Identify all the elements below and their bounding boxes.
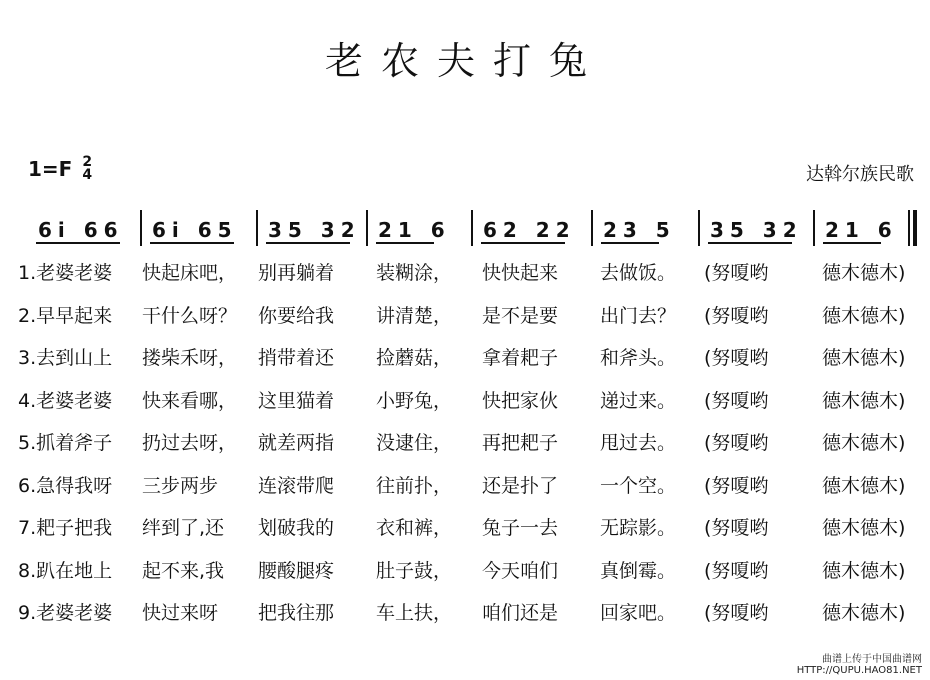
- lyric-phrase: 德木德木): [822, 304, 906, 327]
- lyric-phrase: (努嗄哟: [704, 389, 769, 412]
- beam-underline: [266, 242, 350, 244]
- lyric-phrase: 别再躺着: [258, 262, 335, 284]
- lyric-phrase: 快过来呀: [142, 602, 219, 624]
- barline: [698, 210, 700, 246]
- lyric-line: [14, 463, 914, 506]
- lyric-phrase: 德木德木): [822, 347, 906, 369]
- lyric-phrase: 没逮住，: [376, 432, 453, 454]
- key-signature: [28, 156, 92, 182]
- beam-underline: [376, 242, 434, 244]
- final-barline-thick: [913, 210, 917, 246]
- barline: [813, 210, 815, 246]
- lyric-phrase: 再把耙子: [482, 432, 559, 454]
- lyric-phrase: 车上扶，: [376, 602, 453, 624]
- lyric-phrase: 今天咱们: [482, 559, 559, 582]
- barline: [366, 210, 368, 246]
- lyric-phrase: 兔子一去: [482, 517, 559, 539]
- lyric-phrase: (努嗄哟: [704, 347, 769, 369]
- lyric-phrase: 真倒霉。: [600, 559, 677, 582]
- lyric-phrase: 咱们还是: [482, 602, 559, 624]
- measure-notes: 6i 66: [38, 218, 124, 242]
- lyric-phrase: 6.急得我呀: [18, 474, 113, 497]
- lyric-phrase: (努嗄哟: [704, 304, 769, 327]
- lyric-phrase: 捡蘑菇，: [376, 347, 453, 369]
- lyric-phrase: 这里猫着: [258, 389, 335, 412]
- lyric-phrase: 德木德木): [822, 559, 906, 582]
- site-watermark: [797, 654, 922, 676]
- lyrics-block: [14, 250, 914, 633]
- key-label: 1=F: [28, 157, 73, 181]
- lyric-phrase: 快起床吧，: [142, 262, 238, 284]
- lyric-phrase: 2.早早起来: [18, 304, 113, 327]
- beam-underline: [708, 242, 792, 244]
- lyric-phrase: 8.趴在地上: [18, 559, 113, 582]
- lyric-phrase: 三步两步: [142, 474, 219, 497]
- beam-underline: [36, 242, 120, 244]
- beam-underline: [601, 242, 659, 244]
- lyric-phrase: 扔过去呀，: [142, 432, 238, 454]
- lyric-phrase: 和斧头。: [600, 347, 677, 369]
- lyric-line: [14, 420, 914, 463]
- lyric-line: [14, 505, 914, 548]
- measure-notes: 35 32: [268, 218, 361, 242]
- lyric-line: [14, 293, 914, 336]
- lyric-phrase: 腰酸腿疼: [258, 559, 335, 582]
- lyric-phrase: 1.老婆老婆: [18, 262, 113, 284]
- watermark-line1: 曲谱上传于中国曲谱网: [822, 654, 922, 665]
- measure-notes: 21 6: [825, 218, 898, 242]
- lyric-phrase: 甩过去。: [600, 432, 677, 454]
- lyric-line: [14, 590, 914, 633]
- lyric-phrase: 快把家伙: [482, 389, 559, 412]
- lyric-phrase: 就差两指: [258, 432, 335, 454]
- barline: [256, 210, 258, 246]
- lyric-line: [14, 250, 914, 293]
- lyric-phrase: 捎带着还: [258, 347, 335, 369]
- lyric-phrase: 回家吧。: [600, 602, 677, 624]
- time-signature: [82, 156, 92, 182]
- song-title: 老农夫打兔: [324, 39, 605, 83]
- lyric-phrase: (努嗄哟: [704, 474, 769, 497]
- barline: [591, 210, 593, 246]
- measure-notes: 23 5: [603, 218, 676, 242]
- lyric-phrase: 干什么呀？: [142, 304, 238, 327]
- beam-underline: [150, 242, 234, 244]
- lyric-phrase: 德木德木): [822, 262, 906, 284]
- lyric-phrase: 连滚带爬: [258, 474, 335, 497]
- lyric-phrase: 7.耙子把我: [18, 517, 113, 539]
- lyric-phrase: (努嗄哟: [704, 602, 769, 624]
- barline: [471, 210, 473, 246]
- lyric-phrase: 德木德木): [822, 602, 906, 624]
- lyric-phrase: 德木德木): [822, 389, 906, 412]
- lyric-phrase: 绊到了,还: [142, 517, 225, 539]
- beam-underline: [823, 242, 881, 244]
- lyric-phrase: 5.抓着斧子: [18, 432, 113, 454]
- lyric-phrase: 无踪影。: [600, 517, 677, 539]
- lyric-phrase: 讲清楚，: [376, 304, 453, 327]
- lyric-phrase: 装糊涂，: [376, 262, 453, 284]
- lyric-phrase: 小野兔，: [376, 389, 453, 412]
- lyric-phrase: 出门去？: [600, 304, 677, 327]
- lyric-phrase: 去做饭。: [600, 262, 677, 284]
- lyric-phrase: (努嗄哟: [704, 262, 769, 284]
- notation-line: [26, 208, 916, 250]
- song-origin: 达斡尔族民歌: [806, 164, 914, 185]
- lyric-phrase: 还是扑了: [482, 474, 559, 497]
- lyric-phrase: 9.老婆老婆: [18, 602, 113, 624]
- lyric-phrase: 德木德木): [822, 432, 906, 454]
- lyric-phrase: (努嗄哟: [704, 517, 769, 539]
- lyric-phrase: 德木德木): [822, 517, 906, 539]
- lyric-phrase: 快来看哪，: [142, 389, 238, 412]
- lyric-phrase: 肚子鼓，: [376, 559, 453, 582]
- barline: [140, 210, 142, 246]
- lyric-line: [14, 335, 914, 378]
- lyric-phrase: 拿着耙子: [482, 347, 559, 369]
- lyric-phrase: 4.老婆老婆: [18, 389, 113, 412]
- lyric-phrase: 是不是要: [482, 304, 559, 327]
- measure-notes: 62 22: [483, 218, 576, 242]
- lyric-phrase: 衣和裤，: [376, 517, 453, 539]
- beam-underline: [481, 242, 565, 244]
- lyric-phrase: 把我往那: [258, 602, 335, 624]
- lyric-phrase: 往前扑，: [376, 474, 453, 497]
- lyric-phrase: 你要给我: [258, 304, 335, 327]
- measure-notes: 35 32: [710, 218, 803, 242]
- meter-bottom: 4: [82, 167, 93, 183]
- lyric-phrase: 德木德木): [822, 474, 906, 497]
- final-barline-thin: [908, 210, 910, 246]
- watermark-line2: HTTP://QUPU.HAO81.NET: [796, 665, 922, 676]
- meter-top: 2: [82, 154, 93, 170]
- lyric-phrase: 递过来。: [600, 389, 677, 412]
- lyric-line: [14, 378, 914, 421]
- lyric-phrase: 一个空。: [600, 474, 677, 497]
- measure-notes: 21 6: [378, 218, 451, 242]
- lyric-phrase: 搂柴禾呀，: [142, 347, 238, 369]
- lyric-phrase: (努嗄哟: [704, 432, 769, 454]
- lyric-phrase: (努嗄哟: [704, 559, 769, 582]
- lyric-phrase: 划破我的: [258, 517, 335, 539]
- measure-notes: 6i 65: [152, 218, 238, 242]
- lyric-phrase: 起不来,我: [142, 559, 225, 582]
- lyric-phrase: 3.去到山上: [18, 347, 113, 369]
- lyric-phrase: 快快起来: [482, 262, 559, 284]
- lyric-line: [14, 548, 914, 591]
